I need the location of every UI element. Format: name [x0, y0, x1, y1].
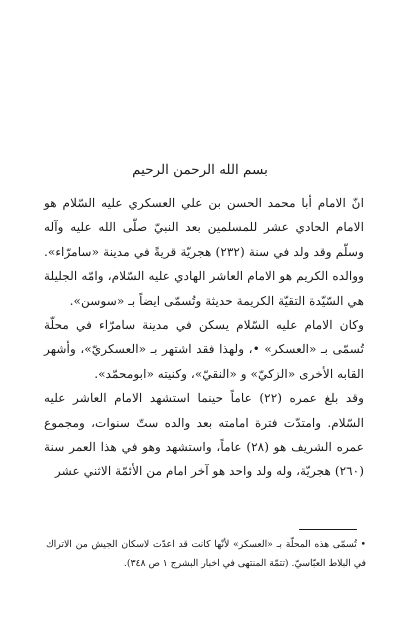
- paragraph-3: وقد بلغ عمره (٢٢) عاماً حينما استشهد الامام العاشر عليه السّلام. وامتدّت فترة امامته بعد والده ستّ سنوات، ومجموع عمره الشريف هو (٢٨) عاماً، واستشهد وهو في هذا العمر سنة (٢٦٠) هجريّة، وله ولد واحد هو آخر امام من الأئمّة الاثني عشر: [44, 391, 365, 479]
- footnote-text: • تُسمّى هذه المحلّة بـ «العسكر» لأنّها كانت قد اعدّت لاسكان الجيش من الاتراك في البلاط العبّاسيّ. (تتمّة المنتهى في اخبار البشرج ١ ص ٣٤٨).: [46, 539, 366, 569]
- paragraph-1: انّ الامام أبا محمد الحسن بن علي العسكري عليه السّلام هو الامام الحادي عشر للمسلمين بعد النبيّ صلّى الله عليه وآله وسلّم وقد ولد في سنة (٢٣٢) هجريّة قريةً في مدينة «سامرّاء». ووالده الكريم هو الامام العاشر الهادي عليه السّلام، وامّه الجليلة هي السّيّدة التقيّة الكريمة حديثة وتُسمّى ايضاً بـ «سوسن».: [44, 196, 364, 308]
- main-text: [44, 191, 364, 484]
- paragraph-2: وكان الامام عليه السّلام يسكن في مدينة سامرّاء في محلّة تُسمّى بـ «العسكر» •، ولهذا فقد اشتهر بـ «العسكريّ»، وأشهر القابه الأخرى «الزكيّ» و «النقيّ»، وكنيته «ابومحمّد».: [44, 318, 364, 381]
- basmala-heading: بسم الله الرحمن الرحيم: [132, 162, 268, 178]
- footnote-divider: [299, 529, 357, 530]
